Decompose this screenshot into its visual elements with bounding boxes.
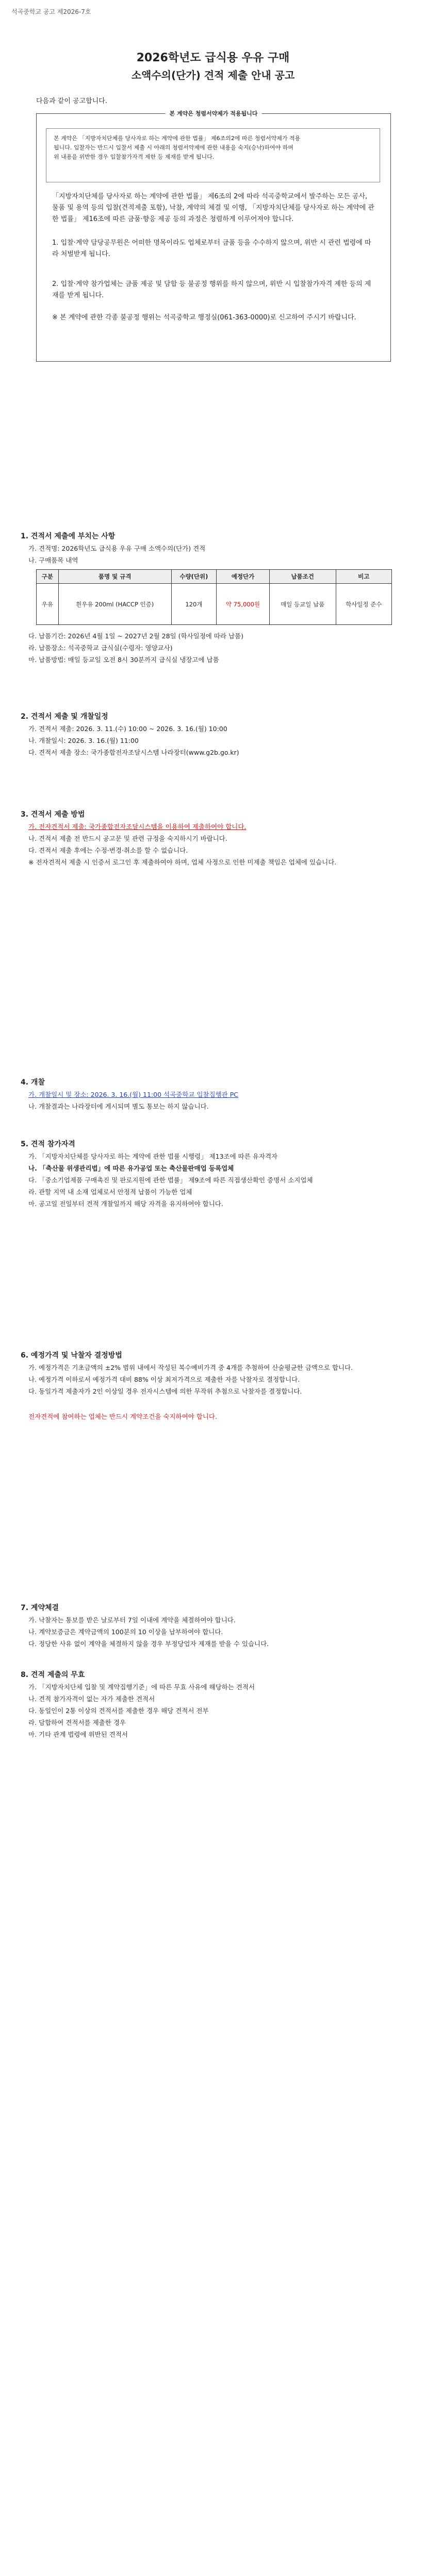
section-6-line: 가. 예정가격은 기초금액의 ±2% 범위 내에서 작성된 복수예비가격 중 4개를 추첨하여 산술평균한 금액으로 합니다. <box>28 1364 353 1371</box>
section-2-heading: 2. 견적서 제출 및 개찰일정 <box>21 713 108 721</box>
doc-number: 석곡중학교 공고 제2026-7호 <box>11 8 91 15</box>
table-header-cell: 비고 <box>336 570 392 584</box>
integrity-notice-box <box>36 110 391 362</box>
title-line2: 소액수의(단가) 견적 제출 안내 공고 <box>131 69 295 81</box>
section-1-line: 마. 납품방법: 매일 등교일 오전 8시 30분까지 급식실 냉장고에 납품 <box>28 656 219 664</box>
section-8-line: 가. 「지방자치단체 입찰 및 계약집행기준」에 따른 무효 사유에 해당하는 견적서 <box>28 1683 255 1691</box>
table-cell: 흰우유 200ml (HACCP 인증) <box>58 584 171 625</box>
notice-para-3: 2. 입찰·계약 참가업체는 금품 제공 및 담합 등 불공정 행위를 하지 않으며, 위반 시 입찰참가자격 제한 등의 제재를 받게 됩니다. <box>52 280 371 299</box>
section-5-line: 가. 「지방자치단체를 당사자로 하는 계약에 관한 법률 시행령」 제13조에 따른 유자격자 <box>28 1153 278 1160</box>
section-8-heading: 8. 견적 제출의 무효 <box>21 1671 85 1679</box>
section-8-line: 다. 동일인이 2통 이상의 견적서를 제출한 경우 해당 견적서 전부 <box>28 1707 209 1715</box>
table-cell: 우유 <box>37 584 59 625</box>
table-cell: 학사일정 준수 <box>336 584 392 625</box>
section-4-line: 나. 개찰결과는 나라장터에 게시되며 별도 통보는 하지 않습니다. <box>28 1103 209 1110</box>
notice-para-1: 「지방자치단체를 당사자로 하는 계약에 관한 법률」 제6조의 2에 따라 석곡중학교에서 발주하는 모든 공사, 물품 및 용역 등의 입찰(견적제출 포함), 낙찰, 계약의 체결 및 이행, 「지방자치단체를 당사자로 하는 계약에 관한 법률」 제16조에 따른 금품·향응 제공 등의 과정은 청렴하게 이루어져야 합니다. <box>52 193 374 223</box>
section-8-line: 나. 견적 참가자격이 없는 자가 제출한 견적서 <box>28 1695 155 1703</box>
section-7-heading: 7. 계약체결 <box>21 1604 59 1612</box>
table-cell: 120개 <box>171 584 216 625</box>
section-3-line: 가. 전자견적서 제출: 국가종합전자조달시스템을 이용하여 제출하여야 합니다. <box>28 823 247 831</box>
notice-inner-line: 됩니다. 입찰자는 반드시 입찰서 제출 시 아래의 청렴서약제에 관한 내용을 숙지(승낙)하여야 하며 <box>54 144 293 151</box>
section-5-line: 라. 관할 지역 내 소재 업체로서 안정적 납품이 가능한 업체 <box>28 1188 192 1196</box>
table-cell: 매일 등교일 납품 <box>269 584 336 625</box>
section-6-line: 다. 동일가격 제출자가 2인 이상일 경우 전자시스템에 의한 무작위 추첨으로 낙찰자를 결정합니다. <box>28 1387 302 1395</box>
intro-text: 다음과 같이 공고합니다. <box>36 97 107 105</box>
section-5-heading: 5. 견적 참가자격 <box>21 1140 75 1148</box>
notice-para-4: ※ 본 계약에 관한 각종 불공정 행위는 석곡중학교 행정실(061-363-0000)로 신고하여 주시기 바랍니다. <box>52 314 356 321</box>
section-7-line: 가. 낙찰자는 통보를 받은 날로부터 7일 이내에 계약을 체결하여야 합니다. <box>28 1616 236 1624</box>
table-header-cell: 예정단가 <box>217 570 270 584</box>
section-5-line: 다. 「중소기업제품 구매촉진 및 판로지원에 관한 법률」 제9조에 따른 직접생산확인 증명서 소지업체 <box>28 1176 313 1184</box>
section-4-heading: 4. 개찰 <box>21 1078 45 1087</box>
section-1-heading: 1. 견적서 제출에 부치는 사항 <box>21 532 116 540</box>
section-7-line: 나. 계약보증금은 계약금액의 100분의 10 이상을 납부하여야 합니다. <box>28 1628 223 1636</box>
section-4-line: 가. 개찰일시 및 장소: 2026. 3. 16.(월) 11:00 석곡중학교 입찰집행관 PC <box>28 1091 238 1098</box>
section-2-line: 가. 견적서 제출: 2026. 3. 11.(수) 10:00 ~ 2026. 3. 16.(월) 10:00 <box>28 725 227 733</box>
table-header-cell: 수량(단위) <box>171 570 216 584</box>
items-table-header-row <box>37 570 392 584</box>
notice-inner-line: 본 계약은 「지방자치단체를 당사자로 하는 계약에 관한 법률」 제6조의2에 따른 청렴서약제가 적용 <box>54 135 301 142</box>
section-1-line: 가. 견적명: 2026학년도 급식용 우유 구매 소액수의(단가) 견적 <box>28 545 206 552</box>
section-2-line: 나. 개찰일시: 2026. 3. 16.(월) 11:00 <box>28 737 139 744</box>
section-3-line: 다. 견적서 제출 후에는 수정·변경·취소를 할 수 없습니다. <box>28 846 188 854</box>
table-header-cell: 납품조건 <box>269 570 336 584</box>
title-line1: 2026학년도 급식용 우유 구매 <box>136 52 290 64</box>
notice-inner-box <box>46 128 380 182</box>
notice-inner-line: 위 내용을 위반한 경우 입찰참가자격 제한 등 제재를 받게 됩니다. <box>54 154 215 160</box>
section-6-line: 나. 예정가격 이하로서 예정가격 대비 88% 이상 최저가격으로 제출한 자를 낙찰자로 결정합니다. <box>28 1376 300 1383</box>
section-5-line: 나. 「축산물 위생관리법」에 따른 유가공업 또는 축산물판매업 등록업체 <box>28 1164 234 1172</box>
section-8-line: 라. 담합하여 견적서를 제출한 경우 <box>28 1719 126 1726</box>
notice-para-2: 1. 입찰·계약 담당공무원은 어떠한 명목이라도 업체로부터 금품 등을 수수하지 않으며, 위반 시 관련 법령에 따라 처벌받게 됩니다. <box>52 239 371 258</box>
section-1-line: 라. 납품장소: 석곡중학교 급식실(수령자: 영양교사) <box>28 644 173 652</box>
section-1-line: 다. 납품기간: 2026년 4월 1일 ~ 2027년 2월 28일 (학사일정에 따라 납품) <box>28 632 244 640</box>
items-table <box>36 569 392 625</box>
table-row <box>37 584 392 625</box>
notice-box-header: 본 계약은 청렴서약제가 적용됩니다 <box>166 109 262 117</box>
table-cell: 약 75,000원 <box>217 584 270 625</box>
section-3-line: ※ 전자견적서 제출 시 인증서 로그인 후 제출하여야 하며, 업체 사정으로 인한 미제출 책임은 업체에 있습니다. <box>28 858 337 866</box>
table-header-cell: 품명 및 규격 <box>58 570 171 584</box>
section-6-red-note: 전자견적에 참여하는 업체는 반드시 계약조건을 숙지하여야 합니다. <box>28 1413 217 1420</box>
section-7-line: 다. 정당한 사유 없이 계약을 체결하지 않을 경우 부정당업자 제재를 받을 수 있습니다. <box>28 1640 269 1648</box>
section-5-line: 마. 공고일 전일부터 견적 개찰일까지 해당 자격을 유지하여야 합니다. <box>28 1200 223 1208</box>
section-6-heading: 6. 예정가격 및 낙찰자 결정방법 <box>21 1351 122 1360</box>
table-header-cell: 구분 <box>37 570 59 584</box>
section-2-line: 다. 견적서 제출 장소: 국가종합전자조달시스템 나라장터(www.g2b.go.kr) <box>28 749 239 756</box>
section-3-line: 나. 견적서 제출 전 반드시 공고문 및 관련 규정을 숙지하시기 바랍니다. <box>28 835 227 842</box>
section-8-line: 마. 기타 관계 법령에 위반된 견적서 <box>28 1731 128 1738</box>
section-3-heading: 3. 견적서 제출 방법 <box>21 810 85 819</box>
section-1-line: 나. 구매품목 내역 <box>28 556 78 564</box>
